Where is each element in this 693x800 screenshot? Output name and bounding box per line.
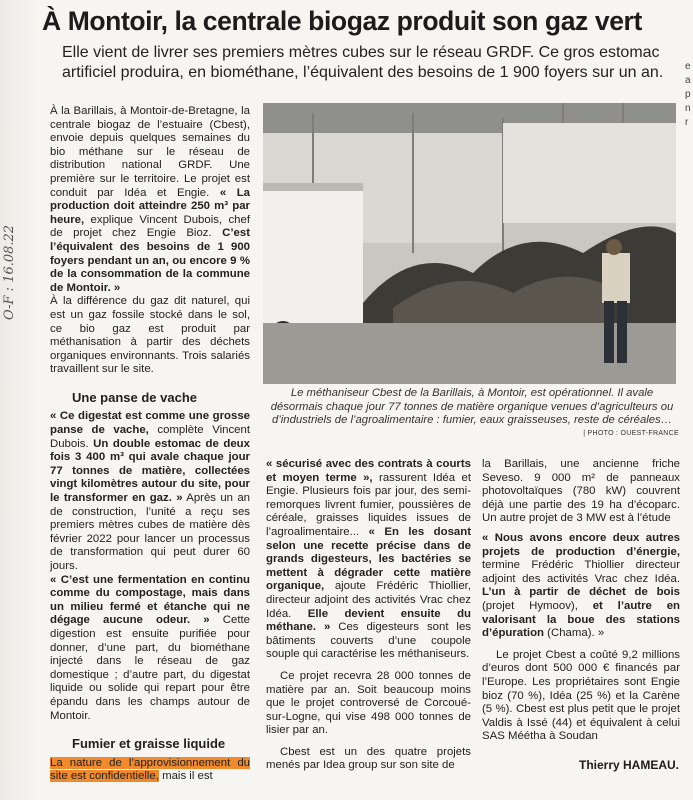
- photo-methaniseur: [263, 103, 676, 384]
- subheading: Une panse de vache: [72, 389, 197, 405]
- column-1: [50, 105, 250, 784]
- standfirst: Elle vient de livrer ses premiers mètres cubes sur le réseau GRDF. Ce gros estomac artificiel produira, en biométhane, l’équivalent des besoins de 1 900 foyers sur un an.: [62, 44, 664, 81]
- cropped-edge-text: e a p n r: [685, 61, 691, 128]
- highlighted-text: La nature de l’approvisionnement du site est confidentielle,: [50, 756, 250, 783]
- photo-caption: Le méthaniseur Cbest de la Barillais, à Montoir, est opérationnel. Il avale désormais chaque jour 77 tonnes de matière organique venues d’agriculteurs ou d’industriels de l’agroalimentaire : fumier, eaux graisseuses, reste de céréales…: [270, 387, 674, 426]
- paragraph: « sécurisé avec des contrats à courts et moyen terme », rassurent Idéa et Engie. Plusieurs fois par jour, des semi-remorques livrent fumier, poussières de céréale, graisses liquides issues de l’agroalimentaire... « En les dosant selon une recette précise dans de grands digesteurs, les bactéries se mettent à dégrader cette matière organique, ajoute Frédéric Thiollier, directeur adjoint des activités Vrac chez Idéa. Elle devient ensuite du méthane. » Ces digesteurs sont les bâtiments couverts d’une coupole souple qui caractérise les méthaniseurs.: [266, 458, 472, 661]
- handwritten-date: O-F : 16.08.22: [2, 224, 17, 320]
- column-3: [482, 458, 680, 744]
- subheading: Fumier et graisse liquide: [72, 736, 226, 752]
- paragraph: « C’est une fermentation en continu comme du compostage, mais dans un milieu fermé et étanche qui ne dégage aucune odeur. » Cette digestion est ensuite purifiée pour donner, d’une part, du biométhane injecté dans le réseau de gaz domestique ; d’autre part, du digestat liquide ou solide qui repart pour être épandu dans les champs autour de Montoir.: [50, 573, 251, 722]
- paragraph: Ce projet recevra 28 000 tonnes de matière par an. Soit beaucoup moins que le projet controversé de Corcoué-sur-Logne, qui vise 498 000 tonnes de lisier par an.: [266, 669, 471, 737]
- paragraph: « Ce digestat est comme une grosse panse de vache, complète Vincent Dubois. Un double estomac de deux fois 3 400 m³ qui avale chaque jour 77 tonnes de matière, collectées vingt kilomètres autour du site, pour le transformer en gaz. » Après un an de construction, l’unité a reçu ses premiers mètres cubes de matière dès février 2022 pour lancer un processus de transformation qui peut durer 60 jours.: [50, 410, 251, 572]
- paragraph: La nature de l’approvisionnement du site est confidentielle, mais il est: [50, 756, 250, 783]
- photo-credit: | PHOTO : OUEST-FRANCE: [583, 430, 679, 437]
- headline: À Montoir, la centrale biogaz produit son gaz vert: [42, 6, 642, 36]
- paragraph: la Barillais, une ancienne friche Seveso. 9 000 m² de panneaux photovoltaïques (780 kW) couvrent déjà une partie des 19 ha d’écoparc. Un autre projet de 3 MW est à l’étude: [482, 458, 680, 525]
- paragraph: À la différence du gaz dit naturel, qui est un gaz fossile stocké dans le sol, ce bio gaz est produit par méthanisation à partir des déchets organiques environnants. Trois salariés travaillent sur le site.: [50, 295, 250, 376]
- author-signature: Thierry HAMEAU.: [578, 758, 679, 772]
- paragraph: Cbest est un des quatre projets menés par Idea group sur son site de: [266, 745, 471, 772]
- paragraph: « Nous avons encore deux autres projets de production d’énergie, termine Frédéric Thiollier directeur adjoint des activités Vrac chez Idéa. L’un à partir de déchet de bois (projet Hymoov), et l’autre en valorisant la boue des stations d’épuration (Chama). »: [482, 531, 680, 640]
- column-2: [266, 458, 471, 773]
- paragraph: Le projet Cbest a coûté 9,2 millions d’euros dont 500 000 € financés par l’Europe. Les propriétaires sont Engie bioz (70 %), Idéa (25 %) et la Carène (5 %). Cbest est plus petit que le projet Valdis à Issé (44) et équivalent à celui SAS Méétha à Soudan: [482, 648, 680, 743]
- paragraph: À la Barillais, à Montoir-de-Bretagne, la centrale biogaz de l’estuaire (Cbest), envoie depuis quelques semaines du bio méthane sur le réseau de distribution national GRDF. Une première sur le territoire. Le projet est conduit par Idéa et Engie. « La production doit atteindre 250 m³ par heure, explique Vincent Dubois, chef de projet chez Engie Bioz. C’est l’équivalent des besoins de 1 900 foyers pendant un an, ou encore 9 % de la consommation de la commune de Montoir. »: [50, 105, 251, 294]
